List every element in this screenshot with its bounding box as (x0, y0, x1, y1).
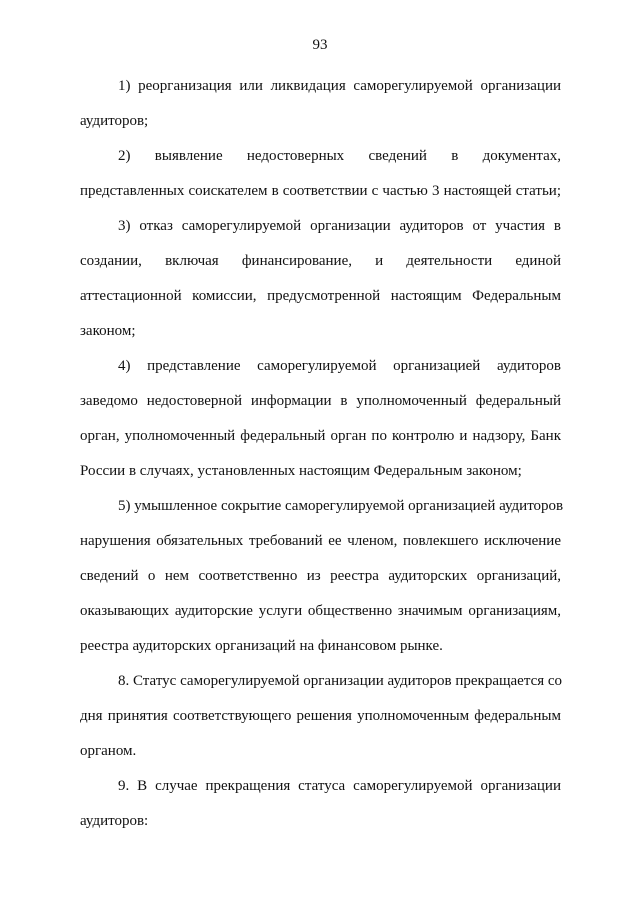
text-line: 1) реорганизация или ликвидация саморегулируемой организации (118, 78, 561, 94)
text-line: представленных соискателем в соответствии с частью 3 настоящей статьи; (80, 183, 561, 199)
text-line: сведений о нем соответственно из реестра аудиторских организаций, (80, 568, 561, 584)
text-line: России в случаях, установленных настоящим Федеральным законом; (80, 463, 522, 479)
text-line: 8. Статус саморегулируемой организации аудиторов прекращается со (118, 673, 563, 689)
page-number: 93 (312, 37, 328, 53)
text-line: орган, уполномоченный федеральный орган по контролю и надзору, Банк (80, 428, 561, 444)
text-line: 4) представление саморегулируемой организацией аудиторов (118, 358, 561, 374)
text-line: заведомо недостоверной информации в уполномоченный федеральный (80, 393, 561, 409)
text-line: оказывающих аудиторские услуги общественно значимым организациям, (80, 603, 561, 619)
text-line: дня принятия соответствующего решения уполномоченным федеральным (80, 708, 561, 724)
text-line: создании, включая финансирование, и деятельности единой (80, 253, 561, 269)
text-line: органом. (80, 743, 137, 759)
text-line: аудиторов: (80, 813, 149, 829)
text-line: 3) отказ саморегулируемой организации аудиторов от участия в (118, 218, 561, 234)
text-line: аудиторов; (80, 113, 149, 129)
text-line: 9. В случае прекращения статуса саморегулируемой организации (118, 778, 561, 794)
text-line: законом; (80, 323, 136, 339)
text-line: 5) умышленное сокрытие саморегулируемой организацией аудиторов (118, 498, 564, 514)
text-line: нарушения обязательных требований ее членом, повлекшего исключение (80, 533, 561, 549)
text-line: 2) выявление недостоверных сведений в документах, (118, 148, 561, 164)
text-line: реестра аудиторских организаций на финансовом рынке. (80, 638, 443, 654)
text-line: аттестационной комиссии, предусмотренной настоящим Федеральным (80, 288, 561, 304)
